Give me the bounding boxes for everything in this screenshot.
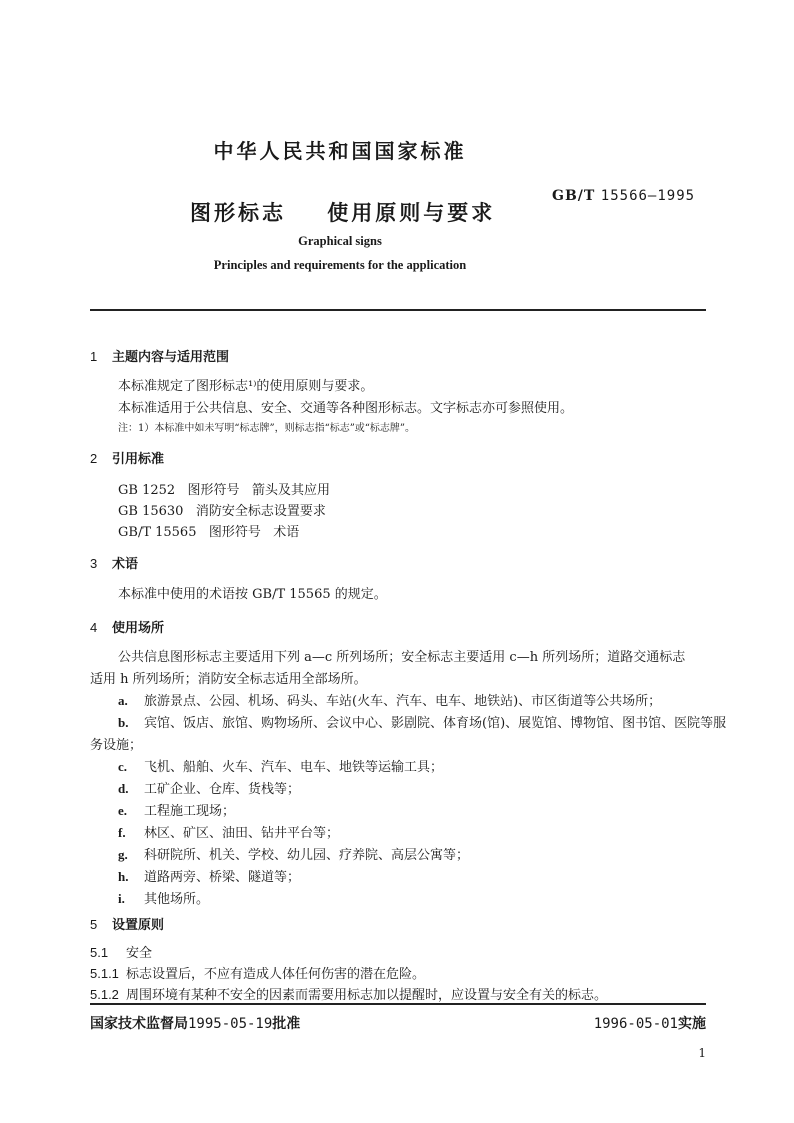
clause-5-1-1 (90, 963, 425, 982)
clause-text: 周围环境有某种不安全的因素而需要用标志加以提醒时，应设置与安全有关的标志。 (126, 988, 608, 1003)
list-item (118, 800, 235, 819)
section-number: 4 (90, 620, 98, 635)
section-5-heading (90, 914, 164, 933)
standard-code-prefix: GB/T (552, 188, 596, 204)
clause-text: 标志设置后，不应有造成人体任何伤害的潜在危险。 (126, 967, 426, 982)
approval-word: 批准 (272, 1016, 301, 1032)
list-marker: i. (118, 891, 125, 906)
list-marker: f. (118, 825, 126, 840)
section-title: 使用场所 (112, 621, 165, 636)
list-text: 工矿企业、仓库、货栈等； (144, 782, 301, 797)
clause-number: 5.1.2 (90, 987, 119, 1002)
approval-line (90, 1013, 300, 1033)
list-item (118, 822, 339, 841)
standard-code-number: 15566—1995 (600, 188, 696, 204)
clause-number: 5.1 (90, 945, 109, 960)
implementation-date: 1996-05-01 (593, 1016, 678, 1032)
list-item (118, 690, 661, 709)
list-item (118, 712, 726, 731)
list-item (118, 888, 209, 907)
list-text: 其他场所。 (144, 892, 210, 907)
reference-item: GB 1252 图形符号 箭头及其应用 (118, 483, 330, 498)
list-text: 飞机、船舶、火车、汽车、电车、地铁等运输工具； (144, 760, 444, 775)
clause-5-1-2 (90, 984, 607, 1003)
standard-title: 图形标志 使用原则与要求 (190, 201, 496, 225)
approval-date: 1995-05-19 (188, 1016, 273, 1032)
english-title-1: Graphical signs (298, 234, 382, 248)
reference-item: GB 15630 消防安全标志设置要求 (118, 504, 326, 519)
list-text: 工程施工现场； (144, 804, 236, 819)
header-divider (90, 309, 706, 311)
section-4-heading (90, 617, 164, 636)
list-text: 道路两旁、桥梁、隧道等； (144, 870, 301, 885)
section-title: 主题内容与适用范围 (112, 350, 230, 365)
section-2-heading (90, 448, 164, 467)
clause-number: 5.1.1 (90, 966, 119, 981)
section-number: 1 (90, 349, 98, 364)
section-1-paragraph-2: 本标准适用于公共信息、安全、交通等各种图形标志。文字标志亦可参照使用。 (118, 401, 574, 416)
list-marker: h. (118, 869, 129, 884)
implementation-line (594, 1013, 706, 1033)
section-3-paragraph: 本标准中使用的术语按 GB/T 15565 的规定。 (118, 587, 387, 602)
section-1-footnote: 注：1）本标准中如未写明“标志牌”，则标志指“标志”或“标志牌”。 (118, 423, 416, 434)
list-item-continuation: 务设施； (90, 738, 143, 753)
list-item (118, 844, 469, 863)
section-4-intro-line-2: 适用 h 所列场所；消防安全标志适用全部场所。 (90, 672, 367, 687)
implementation-word: 实施 (678, 1016, 706, 1032)
list-marker: d. (118, 781, 129, 796)
national-standard-title: 中华人民共和国国家标准 (213, 139, 467, 163)
footer-divider (90, 1003, 706, 1005)
list-marker: g. (118, 847, 128, 862)
list-marker: e. (118, 803, 128, 818)
list-text: 林区、矿区、油田、钻井平台等； (144, 826, 340, 841)
list-item (118, 866, 300, 885)
list-marker: a. (118, 693, 128, 708)
section-title: 设置原则 (112, 918, 165, 933)
list-marker: b. (118, 715, 129, 730)
section-number: 2 (90, 451, 98, 466)
section-3-heading (90, 553, 138, 572)
list-text: 科研院所、机关、学校、幼儿园、疗养院、高层公寓等； (144, 848, 470, 863)
clause-5-1 (90, 942, 152, 961)
list-text: 宾馆、饭店、旅馆、购物场所、会议中心、影剧院、体育场(馆)、展览馆、博物馆、图书馆、医院等服 (144, 716, 727, 731)
section-number: 3 (90, 556, 98, 571)
section-title: 引用标准 (112, 452, 165, 467)
section-title: 术语 (112, 557, 139, 572)
page-number: 1 (698, 1046, 706, 1060)
clause-text: 安全 (126, 946, 153, 961)
list-text: 旅游景点、公园、机场、码头、车站(火车、汽车、电车、地铁站)、市区街道等公共场所； (144, 694, 662, 709)
section-1-paragraph-1: 本标准规定了图形标志¹⁾的使用原则与要求。 (118, 379, 374, 394)
reference-item: GB/T 15565 图形符号 术语 (118, 525, 300, 540)
standard-code (552, 188, 695, 204)
section-1-heading (90, 346, 229, 365)
list-item (118, 756, 443, 775)
english-title-2: Principles and requirements for the application (213, 258, 467, 272)
list-marker: c. (118, 759, 128, 774)
section-number: 5 (90, 917, 98, 932)
section-4-intro-line-1: 公共信息图形标志主要适用下列 a—c 所列场所；安全标志主要适用 c—h 所列场所；道路交通标志 (118, 650, 686, 665)
list-item (118, 778, 300, 797)
approval-org: 国家技术监督局 (90, 1016, 188, 1032)
